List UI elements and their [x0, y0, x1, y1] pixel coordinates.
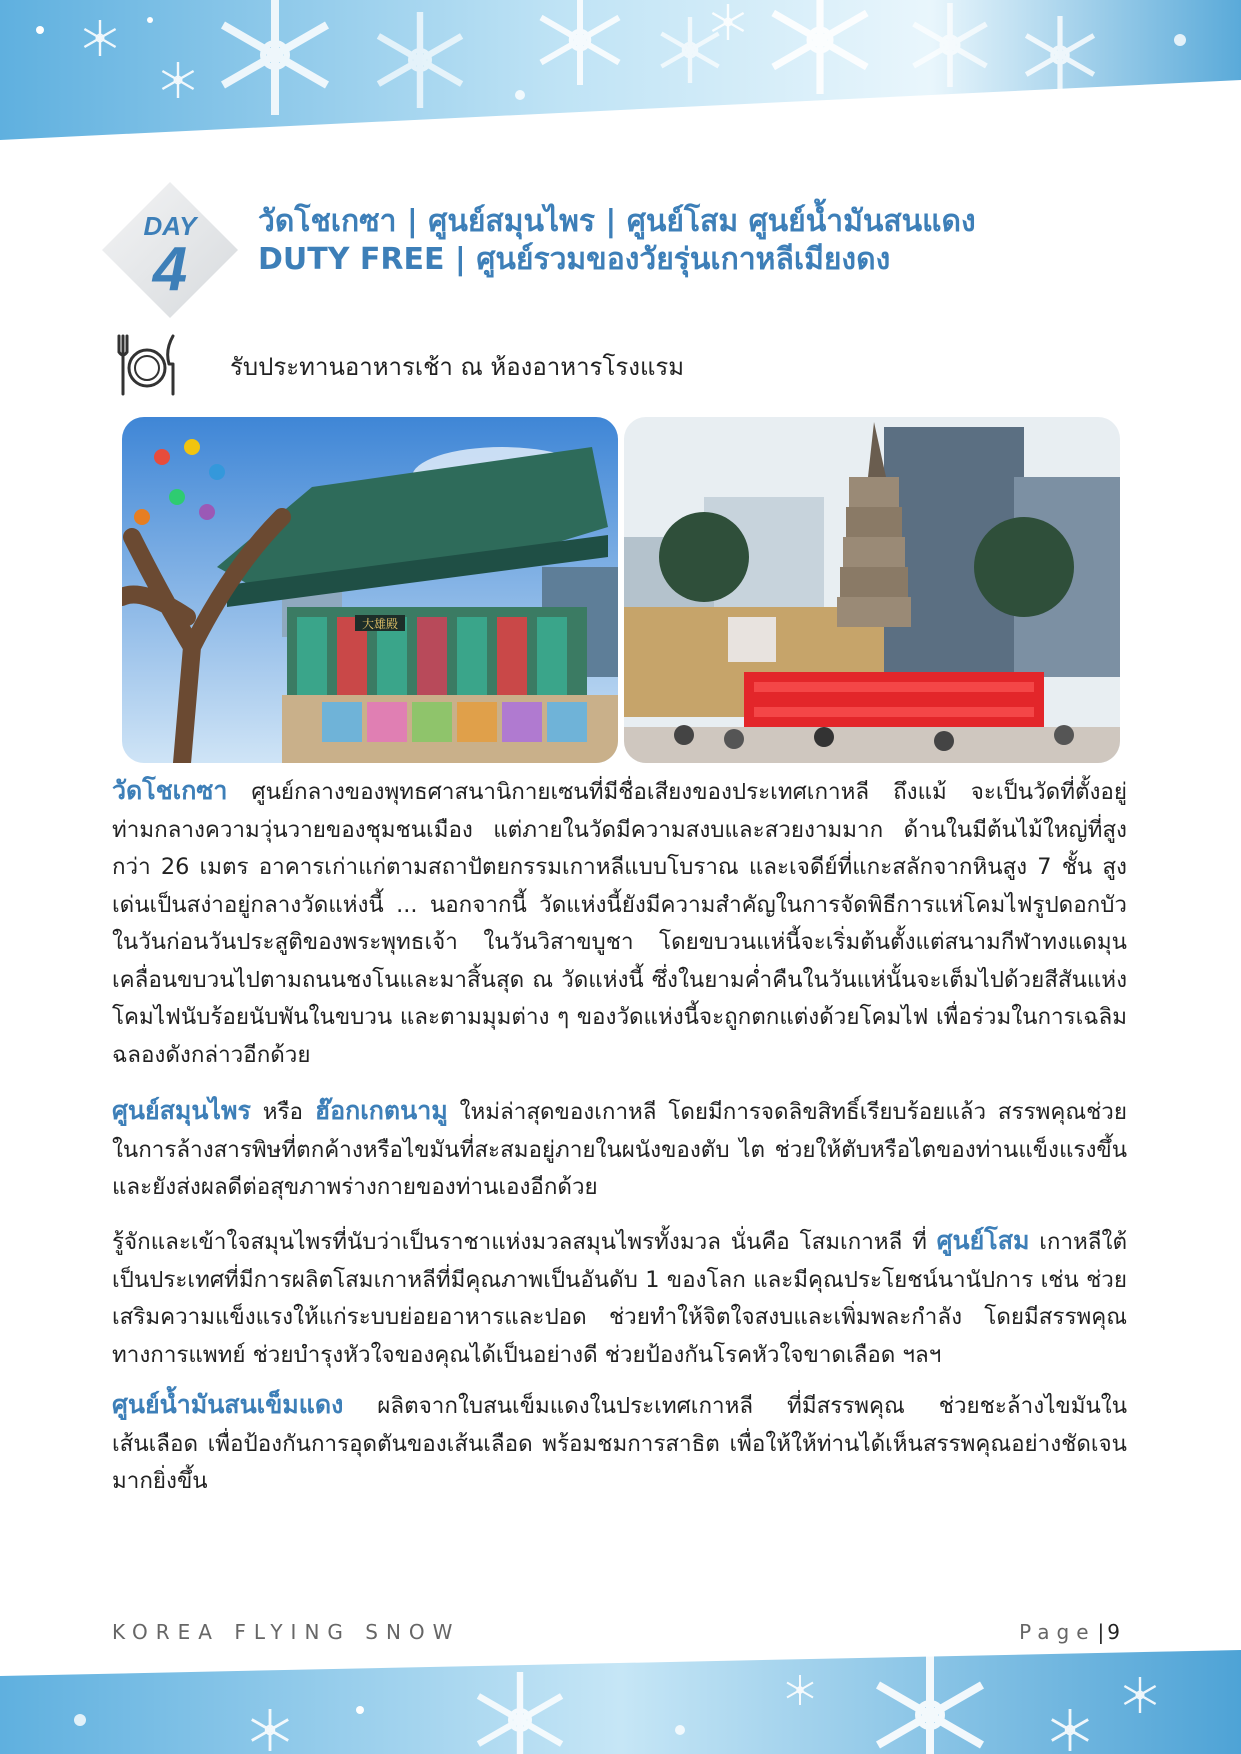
paragraph-connector: หรือ	[250, 1099, 315, 1125]
temple-sign-text: 大雄殿	[361, 617, 399, 631]
bottom-snow-banner	[0, 1650, 1241, 1754]
paragraph-text: ใหม่ล่าสุดของเกาหลี โดยมีการจดลิขสิทธิ์เรียบร้อยแล้ว สรรพคุณช่วยในการล้างสารพิษที่ตกค้างหรือไขมันที่สะสมอยู่ภายในผนังของตับ ไต ช่วยให้ตับหรือไตของท่านแข็งแรงขึ้น และยังส่งผลดีต่อสุขภาพร่างกายของท่านเองอีกด้วย	[112, 1099, 1127, 1200]
day-label: DAY	[143, 211, 197, 241]
highlight-ginseng-center: ศูนย์โสม	[936, 1226, 1030, 1255]
highlight-red-pine-oil: ศูนย์น้ำมันสนเข็มแดง	[112, 1390, 344, 1419]
page-number: 9	[1107, 1620, 1120, 1644]
paragraph-jogyesa	[112, 772, 1127, 1074]
meal-text: รับประทานอาหารเช้า ณ ห้องอาหารโรงแรม	[230, 353, 685, 381]
paragraph-text: ศูนย์กลางของพุทธศาสนานิกายเซนที่มีชื่อเสียงของประเทศเกาหลี ถึงแม้ จะเป็นวัดที่ตั้งอยู่ท่ามกลางความวุ่นวายของชุมชนเมือง แต่ภายในวัดมีความสงบและสวยงามมาก ด้านในมีต้นไม้ใหญ่ที่สูงกว่า 26 เมตร อาคารเก่าแก่ตามสถาปัตยกรรมเกาหลีแบบโบราณ และเจดีย์ที่แกะสลักจากหินสูง 7 ชั้น สูงเด่นเป็นสง่าอยู่กลางวัดแห่งนี้ ... นอกจากนี้ วัดแห่งนี้ยังมีความสำคัญในการจัดพิธีการแห่โคมไฟรูปดอกบัวในวันก่อนวันประสูติของพระพุทธเจ้า ในวันวิสาขบูชา โดยขบวนแห่นี้จะเริ่มต้นตั้งแต่สนามกีฬาทงแดมุนเคลื่อนขบวนไปตามถนนชงโนและมาสิ้นสุด ณ วัดแห่งนี้ ซึ่งในยามค่ำคืนในวันแห่นั้นจะเต็มไปด้วยสีสันแห่งโคมไฟนับร้อยนับพันในขบวน และตามมุมต่าง ๆ ของวัดแห่งนี้จะถูกตกแต่งด้วยโคมไฟ เพื่อร่วมในการเฉลิมฉลองดังกล่าวอีกด้วย	[112, 779, 1127, 1068]
day-title-line1: วัดโชเกซา | ศูนย์สมุนไพร | ศูนย์โสม ศูนย์น้ำมันสนแดง	[258, 204, 976, 239]
paragraph-text: ผลิตจากใบสนเข็มแดงในประเทศเกาหลี ที่มีสรรพคุณ ช่วยชะล้างไขมันในเส้นเลือด เพื่อป้องกันการอุดตันของเส้นเลือด พร้อมชมการสาธิต เพื่อให้ให้ท่านได้เห็นสรรพคุณอย่างชัดเจนมากยิ่งขึ้น	[112, 1393, 1127, 1494]
highlight-herb-center: ศูนย์สมุนไพร	[112, 1096, 251, 1125]
day-title	[258, 203, 1178, 279]
footer-page	[1019, 1620, 1120, 1644]
day-number: 4	[152, 235, 188, 304]
highlight-hokgaenamu: ฮ๊อกเกตนามู	[314, 1096, 448, 1125]
page-label: Page	[1019, 1620, 1096, 1644]
paragraph-ginseng-center	[112, 1222, 1127, 1374]
plate-fork-knife-icon	[115, 332, 179, 398]
day-title-line2: DUTY FREE | ศูนย์รวมของวัยรุ่นเกาหลีเมียงดง	[258, 242, 891, 277]
meal-row	[115, 332, 1015, 402]
paragraph-herb-center	[112, 1092, 1127, 1207]
stone-pagoda-lanterns-photo	[624, 417, 1120, 763]
page-separator: |	[1097, 1620, 1105, 1644]
paragraph-red-pine-oil	[112, 1386, 1127, 1501]
highlight-jogyesa: วัดโชเกซา	[112, 776, 228, 805]
footer-brand: KOREA FLYING SNOW	[112, 1620, 461, 1644]
paragraph-text: เกาหลีใต้เป็นประเทศที่มีการผลิตโสมเกาหลีที่มีคุณภาพเป็นอันดับ 1 ของโลก และมีคุณประโยชน์นานัปการ เช่น ช่วยเสริมความแข็งแรงให้แก่ระบบย่อยอาหารและปอด ช่วยทำให้จิตใจสงบและเพิ่มพละกำลัง โดยมีสรรพคุณทางการแพทย์ ช่วยบำรุงหัวใจของคุณได้เป็นอย่างดี ช่วยป้องกันโรคหัวใจขาดเลือด ฯลฯ	[112, 1229, 1128, 1368]
top-snow-banner	[0, 0, 1241, 150]
day-badge	[100, 180, 240, 320]
jogyesa-temple-photo	[122, 417, 618, 763]
paragraph-text: รู้จักและเข้าใจสมุนไพรที่นับว่าเป็นราชาแห่งมวลสมุนไพรทั้งมวล นั่นคือ โสมเกาหลี ที่	[112, 1229, 937, 1255]
